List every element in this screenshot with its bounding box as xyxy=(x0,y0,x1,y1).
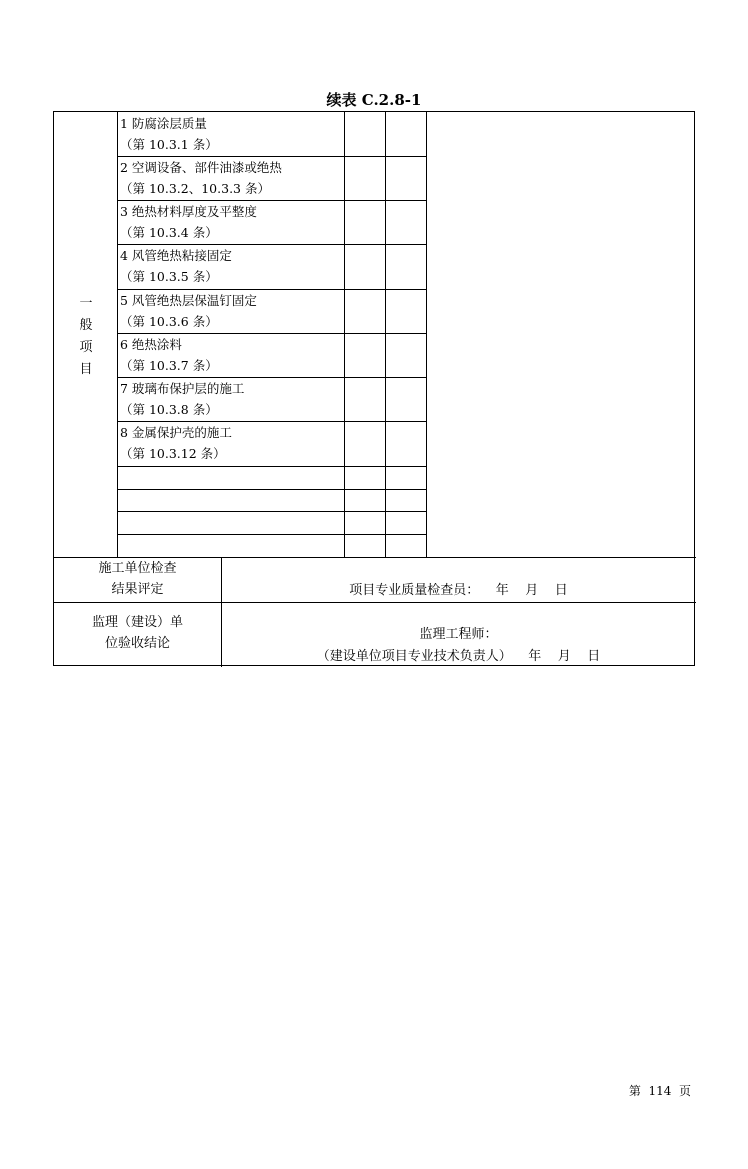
item-name: 4 风管绝热粘接固定 xyxy=(120,248,232,263)
item-clause: （第 10.3.8 条） xyxy=(120,402,218,417)
item-clause: （第 10.3.5 条） xyxy=(120,269,218,284)
column-divider-4 xyxy=(426,112,427,557)
item-name: 6 绝热涂料 xyxy=(120,337,182,352)
label-line: 施工单位检查 xyxy=(98,561,177,576)
item-name: 2 空调设备、部件油漆或绝热 xyxy=(120,160,282,175)
item-clause: （第 10.3.12 条） xyxy=(120,446,226,461)
supervision-engineer: 监理工程师： xyxy=(419,627,498,642)
quality-inspector-signature: 项目专业质量检查员： 年 月 日 xyxy=(349,583,568,598)
column-divider-1 xyxy=(117,112,118,557)
row-divider xyxy=(117,511,427,512)
item-clause: （第 10.3.4 条） xyxy=(120,225,218,240)
label-line: 结果评定 xyxy=(111,582,164,597)
general-items-label xyxy=(74,293,98,381)
label-char: 一 xyxy=(79,296,93,311)
owner-technical-lead-signature: （建设单位项目专业技术负责人） 年 月 日 xyxy=(316,649,601,664)
item-name: 7 玻璃布保护层的施工 xyxy=(120,381,245,396)
section-divider xyxy=(54,602,696,603)
item-name: 3 绝热材料厚度及平整度 xyxy=(120,204,257,219)
item-1 xyxy=(120,113,344,155)
label-char: 目 xyxy=(79,362,93,377)
item-name: 1 防腐涂层质量 xyxy=(120,116,207,131)
item-clause: （第 10.3.7 条） xyxy=(120,358,218,373)
label-line: 位验收结论 xyxy=(104,636,170,651)
item-8 xyxy=(120,422,344,464)
row-divider xyxy=(117,466,427,467)
item-3 xyxy=(120,201,344,243)
column-divider-2 xyxy=(344,112,345,557)
item-5 xyxy=(120,290,344,332)
column-divider-3 xyxy=(385,112,386,557)
item-7 xyxy=(120,378,344,420)
inspection-table xyxy=(53,111,695,666)
table-title: 续表 C.2.8-1 xyxy=(326,91,422,109)
item-clause: （第 10.3.2、10.3.3 条） xyxy=(120,181,270,196)
label-char: 般 xyxy=(79,318,93,333)
row-divider xyxy=(117,534,427,535)
label-line: 监理（建设）单 xyxy=(91,615,183,630)
item-clause: （第 10.3.6 条） xyxy=(120,314,218,329)
item-name: 8 金属保护壳的施工 xyxy=(120,425,232,440)
item-6 xyxy=(120,334,344,376)
item-clause: （第 10.3.1 条） xyxy=(120,137,218,152)
item-4 xyxy=(120,245,344,287)
label-char: 项 xyxy=(79,340,93,355)
supervision-label xyxy=(54,612,221,654)
row-divider xyxy=(117,489,427,490)
page-number: 第 114 页 xyxy=(628,1084,691,1098)
item-name: 5 风管绝热层保温钉固定 xyxy=(120,293,257,308)
construction-check-label xyxy=(54,558,221,600)
item-2 xyxy=(120,157,344,199)
